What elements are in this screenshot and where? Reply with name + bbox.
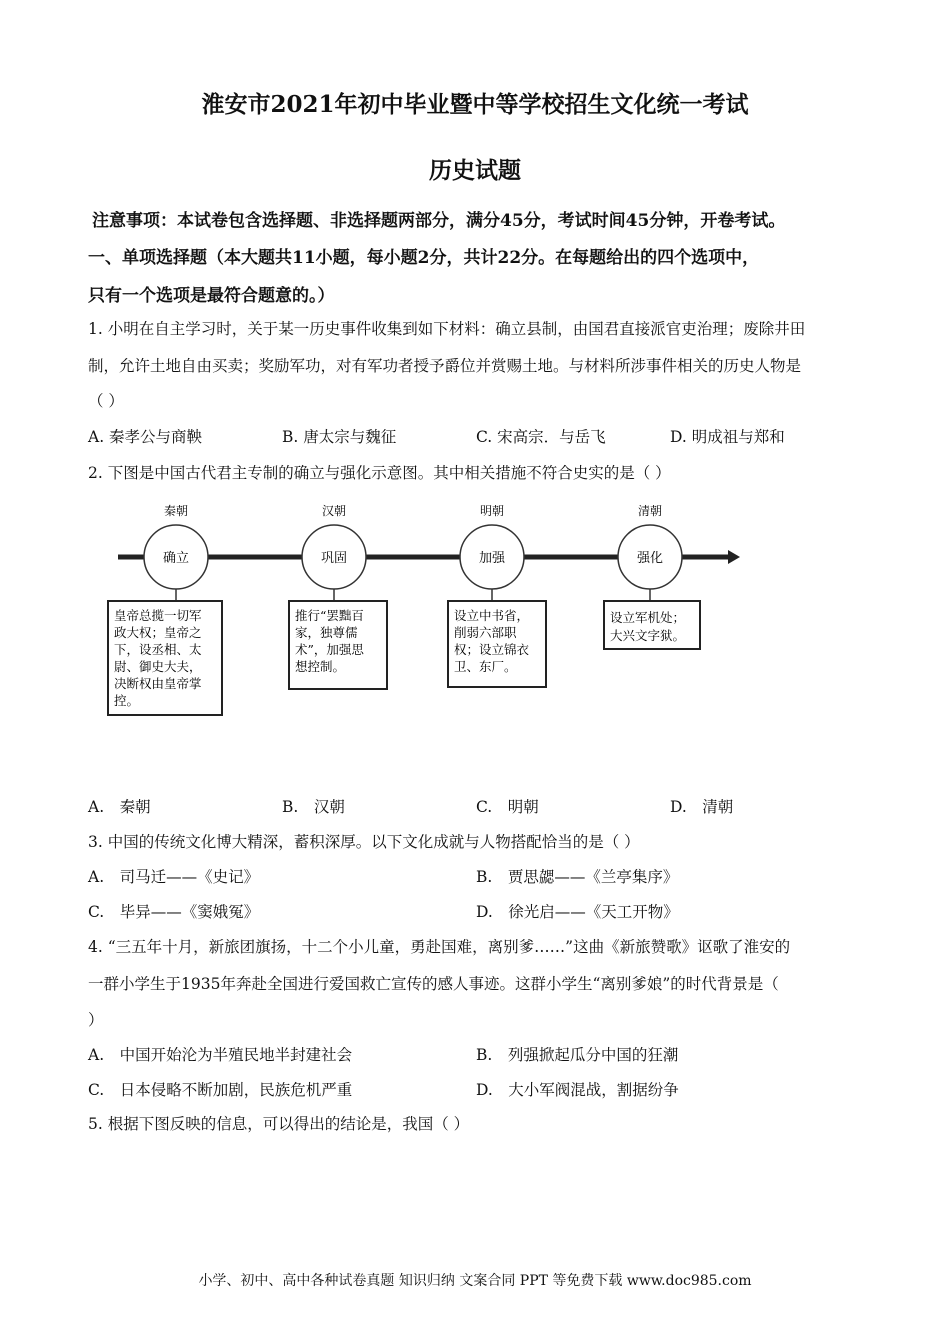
- stage-label: 巩固: [320, 551, 348, 566]
- stage-node-qing: [618, 525, 682, 589]
- stage-node-han: [302, 525, 366, 589]
- dynasty-label-ming: 明朝: [479, 504, 505, 518]
- q3-option-b: B. 贾思勰——《兰亭集序》: [476, 868, 679, 886]
- dynasty-label-qing: 清朝: [637, 504, 663, 518]
- box-ming-line: 卫、东厂。: [454, 659, 517, 674]
- box-han-line: 家，独尊儒: [295, 625, 358, 640]
- box-ming-line: 权；设立锦衣: [454, 642, 530, 657]
- box-han-line: 推行“罢黜百: [295, 608, 364, 623]
- q4-option-a: A. 中国开始沦为半殖民地半封建社会: [88, 1046, 353, 1064]
- box-qing-line: 大兴文字狱。: [610, 628, 686, 643]
- box-qin-line: 控。: [114, 693, 140, 708]
- q1-option-a: A. 秦孝公与商鞅: [88, 428, 203, 446]
- q4-option-d: D. 大小军阀混战，割据纷争: [476, 1081, 679, 1099]
- page-footer: 小学、初中、高中各种试卷真题 知识归纳 文案合同 PPT 等免费下载 www.doc985.com: [198, 1273, 752, 1289]
- box-qing-line: 设立军机处；: [610, 610, 686, 625]
- q1-stem-line3: （ ）: [88, 392, 124, 410]
- section1-heading-line1: 一、单项选择题（本大题共11小题，每小题2分，共计22分。在每题给出的四个选项中，: [88, 248, 760, 268]
- dynasty-label-han: 汉朝: [321, 504, 347, 518]
- exam-title: 淮安市2021年初中毕业暨中等学校招生文化统一考试: [201, 91, 749, 118]
- dynasty-label-qin: 秦朝: [163, 504, 189, 518]
- q3-option-c: C. 毕异——《窦娥冤》: [88, 903, 260, 921]
- notice: 注意事项：本试卷包含选择题、非选择题两部分，满分45分，考试时间45分钟，开卷考试。: [92, 211, 786, 231]
- q4-stem-line1: 4. “三五年十月，新旅团旗扬，十二个小儿童，勇赴国难，离别爹……”这曲《新旅赞歌》讴歌了淮安的: [88, 938, 791, 956]
- box-ming-line: 设立中书省，: [454, 608, 530, 623]
- q3-option-d: D. 徐光启——《天工开物》: [476, 903, 679, 921]
- q1-stem-line1: 1. 小明在自主学习时，关于某一历史事件收集到如下材料：确立县制，由国君直接派官吏治理；废除井田: [88, 320, 806, 338]
- q3-stem: 3. 中国的传统文化博大精深，蓄积深厚。以下文化成就与人物搭配恰当的是（ ）: [88, 833, 640, 851]
- q4-stem-line3: ）: [88, 1011, 104, 1029]
- box-qin-line: 决断权由皇帝掌: [114, 676, 202, 691]
- q2-option-d: D. 清朝: [670, 798, 734, 816]
- stage-node-ming: [460, 525, 524, 589]
- stage-label: 强化: [636, 551, 664, 566]
- timeline-arrowhead: [728, 550, 740, 564]
- box-ming-line: 削弱六部职: [454, 625, 517, 640]
- q2-stem: 2. 下图是中国古代君主专制的确立与强化示意图。其中相关措施不符合史实的是（ ）: [88, 464, 671, 482]
- box-han-line: 想控制。: [295, 659, 346, 674]
- box-qin-line: 政大权；皇帝之: [114, 625, 202, 640]
- q2-option-a: A. 秦朝: [88, 798, 151, 816]
- box-qin-line: 皇帝总揽一切军: [114, 608, 202, 623]
- box-qin-line: 下，设丞相、太: [114, 642, 202, 657]
- q1-stem-line2: 制，允许土地自由买卖；奖励军功，对有军功者授予爵位并赏赐土地。与材料所涉事件相关的历史人物是: [88, 357, 802, 375]
- stage-label: 确立: [162, 551, 190, 566]
- q2-option-c: C. 明朝: [476, 798, 539, 816]
- box-qin-line: 尉、御史大夫，: [114, 659, 202, 674]
- exam-subtitle: 历史试题: [429, 157, 521, 184]
- q5-stem: 5. 根据下图反映的信息，可以得出的结论是，我国（ ）: [88, 1115, 470, 1133]
- stage-node-qin: [144, 525, 208, 589]
- q4-option-b: B. 列强掀起瓜分中国的狂潮: [476, 1046, 679, 1064]
- box-han-line: 术”，加强思: [295, 642, 364, 657]
- q1-option-d: D. 明成祖与郑和: [670, 428, 785, 446]
- q4-stem-line2: 一群小学生于1935年奔赴全国进行爱国救亡宣传的感人事迹。这群小学生“离别爹娘”的时代背景是（: [88, 975, 779, 993]
- stage-label: 加强: [478, 551, 506, 566]
- q1-option-b: B. 唐太宗与魏征: [282, 428, 397, 446]
- q1-option-c: C. 宋高宗．与岳飞: [476, 428, 606, 446]
- q2-option-b: B. 汉朝: [282, 798, 345, 816]
- q4-option-c: C. 日本侵略不断加剧，民族危机严重: [88, 1081, 353, 1099]
- section1-heading-line2: 只有一个选项是最符合题意的。）: [88, 286, 335, 306]
- q3-option-a: A. 司马迁——《史记》: [88, 868, 260, 886]
